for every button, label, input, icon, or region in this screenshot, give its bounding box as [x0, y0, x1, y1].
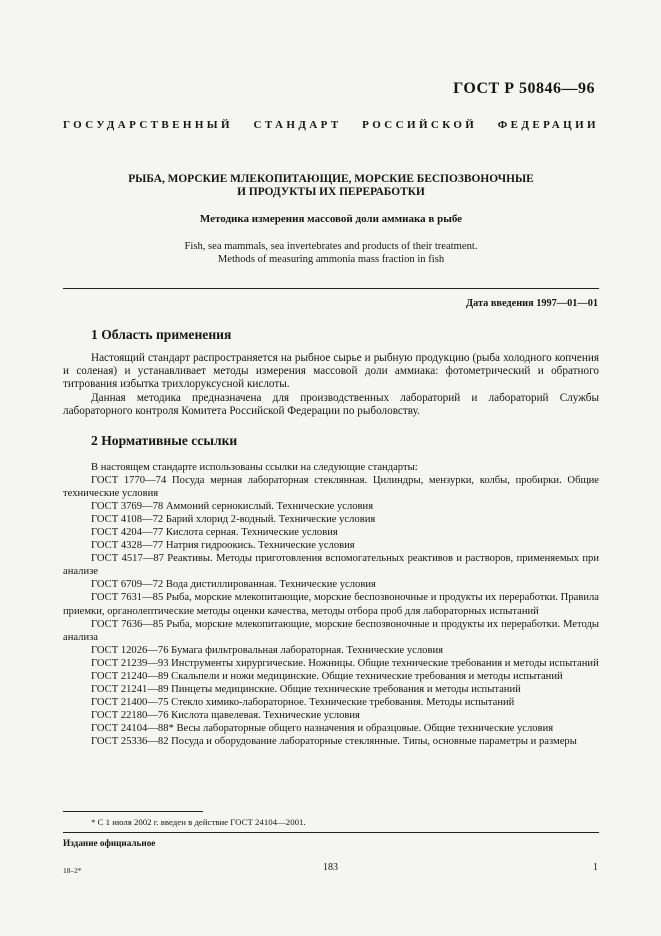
document-title: [63, 173, 599, 199]
reference-item: ГОСТ 21239—93 Инструменты хирургические. Ножницы. Общие технические требования и методы испытаний: [91, 657, 599, 669]
reference-item: ГОСТ 4204—77 Кислота серная. Технические условия: [91, 527, 338, 539]
section-1-paragraph-2: Данная методика предназначена для производственных лабораторий и лабораторий Службы лабораторного контроля Комитета Российской Федерации по рыболовству.: [63, 391, 599, 417]
reference-item: ГОСТ 21240—89 Скальпели и ножи медицинские. Общие технические требования и методы испытаний: [91, 670, 563, 682]
section-1-body: [63, 352, 599, 418]
reference-item: ГОСТ 22180—76 Кислота щавелевая. Технические условия: [91, 709, 360, 721]
english-title: [63, 240, 599, 266]
reference-item: ГОСТ 1770—74 Посуда мерная лабораторная стеклянная. Цилиндры, мензурки, колбы, пробирки. Общие технические условия: [63, 475, 599, 500]
reference-item: ГОСТ 25336—82 Посуда и оборудование лабораторные стеклянные. Типы, основные параметры и размеры: [91, 735, 577, 747]
reference-item: ГОСТ 4517—87 Реактивы. Методы приготовления вспомогательных реактивов и растворов, применяемых при анализе: [63, 553, 599, 578]
reference-item: ГОСТ 7631—85 Рыба, морские млекопитающие, морские беспозвоночные и продукты их переработки. Правила приемки, органолептические методы оценки качества, методы отбора проб для лабораторных испытаний: [63, 592, 599, 617]
reference-item: ГОСТ 21400—75 Стекло химико-лабораторное. Технические требования. Методы испытаний: [91, 696, 515, 708]
page-number: 183: [323, 862, 338, 873]
title-line-2: И ПРОДУКТЫ ИХ ПЕРЕРАБОТКИ: [237, 186, 425, 198]
reference-item: ГОСТ 3769—78 Аммоний сернокислый. Технические условия: [91, 501, 374, 513]
section-1-paragraph-1: Настоящий стандарт распространяется на рыбное сырье и рыбную продукцию (рыба холодного копчения и соленая) и устанавливает методы измерения массовой доли аммиака: фотометрический и обратного титрования избытка трихлоруксусной кислоты.: [63, 352, 599, 391]
title-line-1: РЫБА, МОРСКИЕ МЛЕКОПИТАЮЩИЕ, МОРСКИЕ БЕСПОЗВОНОЧНЫЕ: [128, 173, 534, 185]
english-title-line-1: Fish, sea mammals, sea invertebrates and products of their treatment.: [184, 241, 478, 252]
footer-divider: [63, 832, 599, 833]
reference-item: ГОСТ 12026—76 Бумага фильтровальная лабораторная. Технические условия: [91, 644, 443, 656]
footnote: * С 1 июля 2002 г. введен в действие ГОСТ 24104—2001.: [91, 817, 306, 827]
introduction-date: Дата введения 1997—01—01: [466, 298, 598, 309]
reference-item: В настоящем стандарте использованы ссылки на следующие стандарты:: [91, 462, 418, 473]
reference-item: ГОСТ 21241—89 Пинцеты медицинские. Общие технические требования и методы испытаний: [91, 683, 521, 695]
standard-title: ГОСУДАРСТВЕННЫЙ СТАНДАРТ РОССИЙСКОЙ ФЕДЕРАЦИИ: [63, 119, 599, 131]
section-2-heading: 2 Нормативные ссылки: [91, 433, 238, 448]
reference-item: ГОСТ 6709—72 Вода дистиллированная. Технические условия: [91, 579, 376, 591]
print-code: 18–2*: [63, 866, 82, 875]
reference-item: ГОСТ 4108—72 Барий хлорид 2-водный. Технические условия: [91, 514, 376, 526]
method-title: Методика измерения массовой доли аммиака в рыбе: [199, 213, 463, 225]
official-edition-label: Издание официальное: [63, 838, 156, 848]
section-1-heading: 1 Область применения: [91, 327, 232, 342]
header-divider: [63, 288, 599, 289]
page-index: 1: [593, 862, 598, 873]
normative-references-list: [63, 461, 599, 748]
gost-number: ГОСТ Р 50846—96: [453, 80, 595, 97]
english-title-line-2: Methods of measuring ammonia mass fraction in fish: [217, 254, 445, 265]
reference-item: ГОСТ 4328—77 Натрия гидроокись. Технические условия: [91, 540, 355, 552]
footnote-divider: [63, 811, 203, 812]
reference-item: ГОСТ 24104—88* Весы лабораторные общего назначения и образцовые. Общие технические условия: [91, 722, 554, 734]
reference-item: ГОСТ 7636—85 Рыба, морские млекопитающие, морские беспозвоночные и продукты их переработки. Методы анализа: [63, 618, 599, 643]
